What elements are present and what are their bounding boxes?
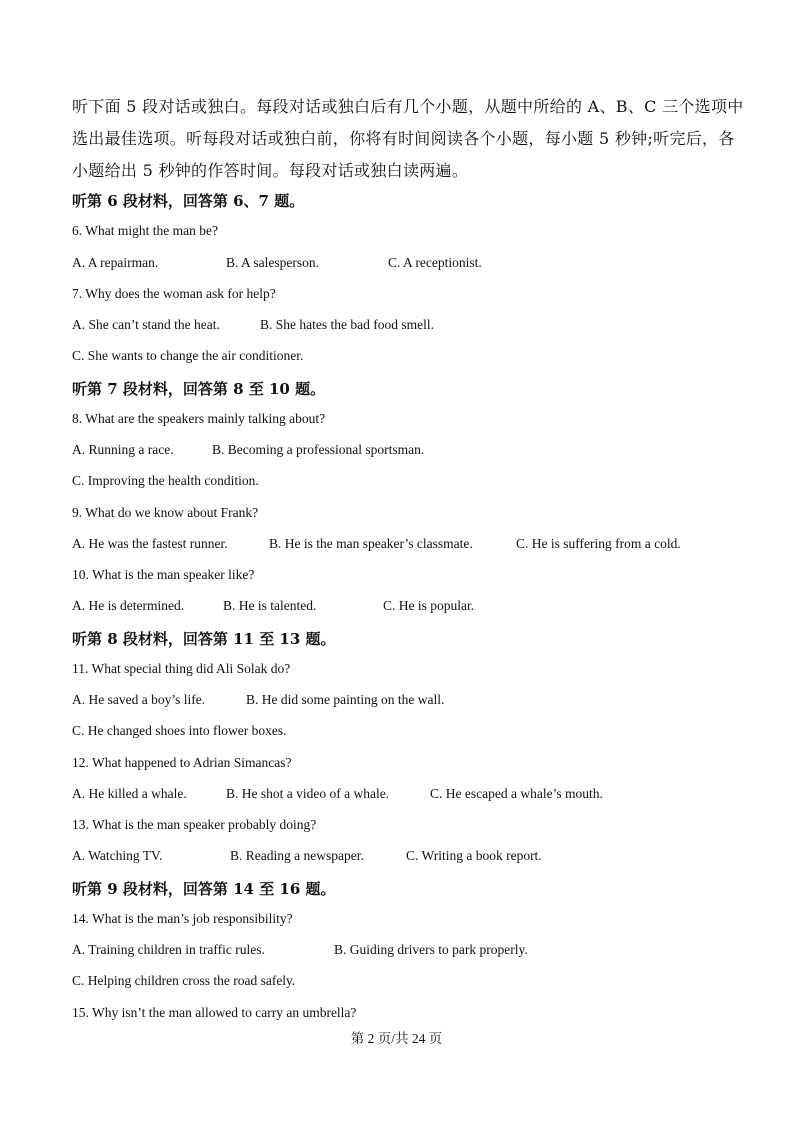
q14-option-c: C. Helping children cross the road safely. [72,973,296,988]
q9-option-a: A. He was the fastest runner. [72,536,228,551]
question-13: 13. What is the man speaker probably doing? [72,817,317,832]
page-number-footer: 第 2 页/共 24 页 [350,1031,443,1046]
q10-option-b: B. He is talented. [223,598,317,613]
q11-option-b: B. He did some painting on the wall. [246,692,445,707]
question-7: 7. Why does the woman ask for help? [72,286,276,301]
question-11: 11. What special thing did Ali Solak do? [72,661,291,676]
q7-option-b: B. She hates the bad food smell. [260,317,434,332]
question-9: 9. What do we know about Frank? [72,505,259,520]
q6-option-c: C. A receptionist. [388,255,482,270]
q12-option-b: B. He shot a video of a whale. [226,786,390,801]
q10-option-a: A. He is determined. [72,598,185,613]
q8-option-b: B. Becoming a professional sportsman. [212,442,425,457]
q6-option-b: B. A salesperson. [226,255,319,270]
q7-option-c: C. She wants to change the air conditioner. [72,348,304,363]
q12-option-a: A. He killed a whale. [72,786,187,801]
q7-option-a: A. She can’t stand the heat. [72,317,220,332]
q8-option-a: A. Running a race. [72,442,174,457]
q13-option-a: A. Watching TV. [72,848,163,863]
question-8: 8. What are the speakers mainly talking about? [72,411,326,426]
question-14: 14. What is the man’s job responsibility? [72,911,293,926]
q8-option-c: C. Improving the health condition. [72,473,259,488]
question-15: 15. Why isn’t the man allowed to carry an umbrella? [72,1005,357,1020]
section-heading-9: 听第 9 段材料，回答第 14 至 16 题。 [72,880,336,898]
q13-option-c: C. Writing a book report. [406,848,542,863]
q6-option-a: A. A repairman. [72,255,159,270]
question-10: 10. What is the man speaker like? [72,567,255,582]
section-heading-8: 听第 8 段材料，回答第 11 至 13 题。 [72,630,336,648]
q9-option-c: C. He is suffering from a cold. [516,536,681,551]
q9-option-b: B. He is the man speaker’s classmate. [269,536,473,551]
q11-option-a: A. He saved a boy’s life. [72,692,206,707]
instructions-line-2: 选出最佳选项。听每段对话或独白前，你将有时间阅读各个小题，每小题 5 秒钟;听完后，各 [72,129,735,148]
question-12: 12. What happened to Adrian Simancas? [72,755,292,770]
instructions-line-1: 听下面 5 段对话或独白。每段对话或独白后有几个小题，从题中所给的 A、B、C 三个选项中 [72,97,744,116]
section-heading-7: 听第 7 段材料，回答第 8 至 10 题。 [72,380,326,398]
q13-option-b: B. Reading a newspaper. [230,848,364,863]
q11-option-c: C. He changed shoes into flower boxes. [72,723,287,738]
q10-option-c: C. He is popular. [383,598,475,613]
section-heading-6: 听第 6 段材料，回答第 6、7 题。 [72,192,305,210]
question-6: 6. What might the man be? [72,223,218,238]
q14-option-a: A. Training children in traffic rules. [72,942,265,957]
q14-option-b: B. Guiding drivers to park properly. [334,942,528,957]
instructions-line-3: 小题给出 5 秒钟的作答时间。每段对话或独白读两遍。 [72,161,469,180]
q12-option-c: C. He escaped a whale’s mouth. [430,786,603,801]
